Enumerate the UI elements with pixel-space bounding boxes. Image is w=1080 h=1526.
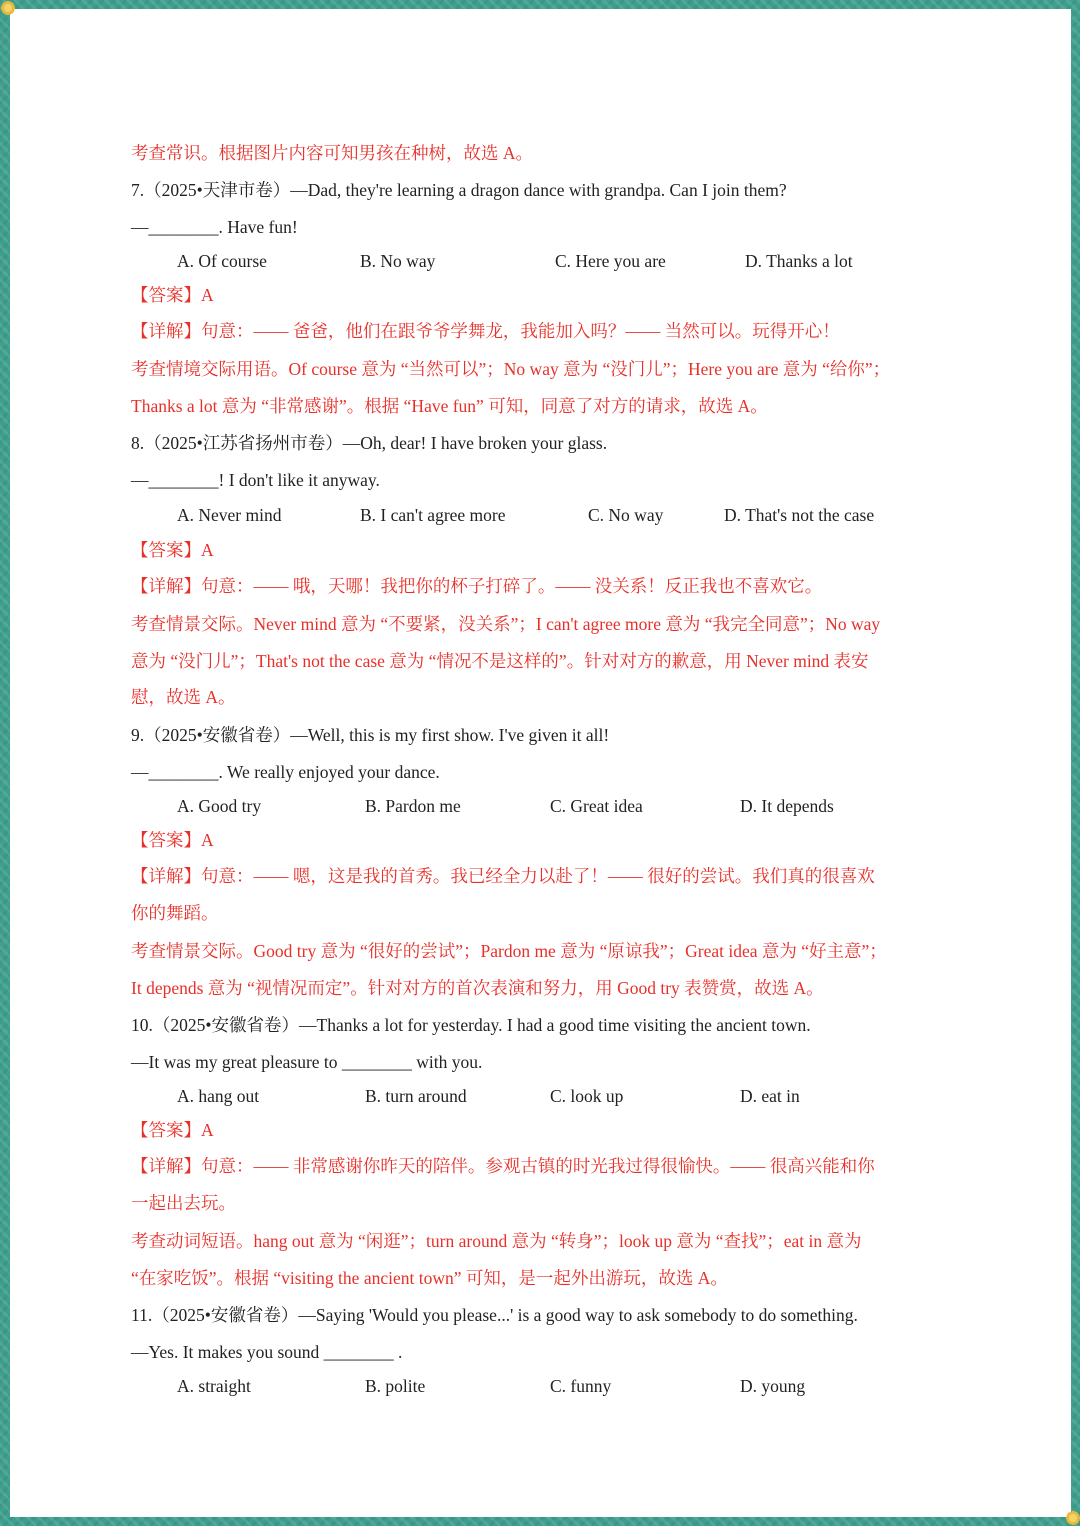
option-c: C. look up xyxy=(550,1086,624,1106)
question-stem: 8.（2025•江苏省扬州市卷）—Oh, dear! I have broken your glass. xyxy=(131,433,608,453)
option-c: C. No way xyxy=(588,505,664,525)
question-stem: 10.（2025•安徽省卷）—Thanks a lot for yesterday. I had a good time visiting the ancient town. xyxy=(131,1015,811,1035)
explanation-line: 慰，故选 A。 xyxy=(131,687,236,707)
option-b: B. polite xyxy=(365,1376,426,1396)
explanation-line: 考查常识。根据图片内容可知男孩在种树，故选 A。 xyxy=(131,143,534,163)
option-a: A. Never mind xyxy=(177,505,282,525)
option-b: B. I can't agree more xyxy=(360,505,506,525)
corner-flower-icon xyxy=(0,0,16,16)
option-d: D. eat in xyxy=(740,1086,800,1106)
option-a: A. Good try xyxy=(177,796,262,816)
explanation-line: 考查情境交际用语。Of course 意为 “当然可以”；No way 意为 “没门儿”；Here you are 意为 “给你”； xyxy=(131,359,891,379)
question-stem: 11.（2025•安徽省卷）—Saying 'Would you please...' is a good way to ask somebody to do something. xyxy=(131,1305,858,1325)
answer-label: 【答案】A xyxy=(131,1120,214,1140)
option-c: C. Here you are xyxy=(555,251,666,271)
explanation-line: 一起出去玩。 xyxy=(131,1193,236,1213)
answer-label: 【答案】A xyxy=(131,830,214,850)
explanation-line: It depends 意为 “视情况而定”。针对对方的首次表演和努力，用 Good try 表赞赏，故选 A。 xyxy=(131,978,824,998)
option-d: D. That's not the case xyxy=(724,505,875,525)
question-reply: —________! I don't like it anyway. xyxy=(131,470,380,490)
option-a: A. hang out xyxy=(177,1086,260,1106)
question-reply: —It was my great pleasure to ________ with you. xyxy=(131,1052,483,1072)
option-a: A. Of course xyxy=(177,251,267,271)
document-page xyxy=(10,9,1071,1517)
explanation-line: 考查动词短语。hang out 意为 “闲逛”；turn around 意为 “转身”；look up 意为 “查找”；eat in 意为 xyxy=(131,1231,862,1251)
option-c: C. Great idea xyxy=(550,796,643,816)
option-c: C. funny xyxy=(550,1376,612,1396)
question-reply: —________. Have fun! xyxy=(131,217,298,237)
option-b: B. No way xyxy=(360,251,436,271)
explanation-line: “在家吃饭”。根据 “visiting the ancient town” 可知，是一起外出游玩，故选 A。 xyxy=(131,1268,728,1288)
explanation-line: 考查情景交际。Good try 意为 “很好的尝试”；Pardon me 意为 “原谅我”；Great idea 意为 “好主意”； xyxy=(131,941,887,961)
option-d: D. Thanks a lot xyxy=(745,251,853,271)
explanation-line: 你的舞蹈。 xyxy=(131,903,219,923)
question-reply: —________. We really enjoyed your dance. xyxy=(131,762,440,782)
option-d: D. It depends xyxy=(740,796,834,816)
option-b: B. Pardon me xyxy=(365,796,461,816)
explanation-line: 【详解】句意：—— 非常感谢你昨天的陪伴。参观古镇的时光我过得很愉快。—— 很高兴能和你 xyxy=(131,1156,875,1176)
corner-flower-icon xyxy=(1065,1510,1080,1526)
explanation-line: 意为 “没门儿”；That's not the case 意为 “情况不是这样的”。针对对方的歉意，用 Never mind 表安 xyxy=(131,651,869,671)
option-a: A. straight xyxy=(177,1376,251,1396)
answer-label: 【答案】A xyxy=(131,285,214,305)
explanation-line: 【详解】句意：—— 爸爸，他们在跟爷爷学舞龙，我能加入吗？—— 当然可以。玩得开心！ xyxy=(131,321,840,341)
question-stem: 7.（2025•天津市卷）—Dad, they're learning a dragon dance with grandpa. Can I join them? xyxy=(131,180,787,200)
explanation-line: 考查情景交际。Never mind 意为 “不要紧，没关系”；I can't agree more 意为 “我完全同意”；No way xyxy=(131,614,881,634)
option-d: D. young xyxy=(740,1376,806,1396)
explanation-line: Thanks a lot 意为 “非常感谢”。根据 “Have fun” 可知，同意了对方的请求，故选 A。 xyxy=(131,396,768,416)
option-b: B. turn around xyxy=(365,1086,467,1106)
explanation-line: 【详解】句意：—— 哦，天哪！我把你的杯子打碎了。—— 没关系！反正我也不喜欢它。 xyxy=(131,576,823,596)
question-stem: 9.（2025•安徽省卷）—Well, this is my first show. I've given it all! xyxy=(131,725,610,745)
answer-label: 【答案】A xyxy=(131,540,214,560)
explanation-line: 【详解】句意：—— 嗯，这是我的首秀。我已经全力以赴了！—— 很好的尝试。我们真的很喜欢 xyxy=(131,866,875,886)
question-reply: —Yes. It makes you sound ________ . xyxy=(131,1342,403,1362)
